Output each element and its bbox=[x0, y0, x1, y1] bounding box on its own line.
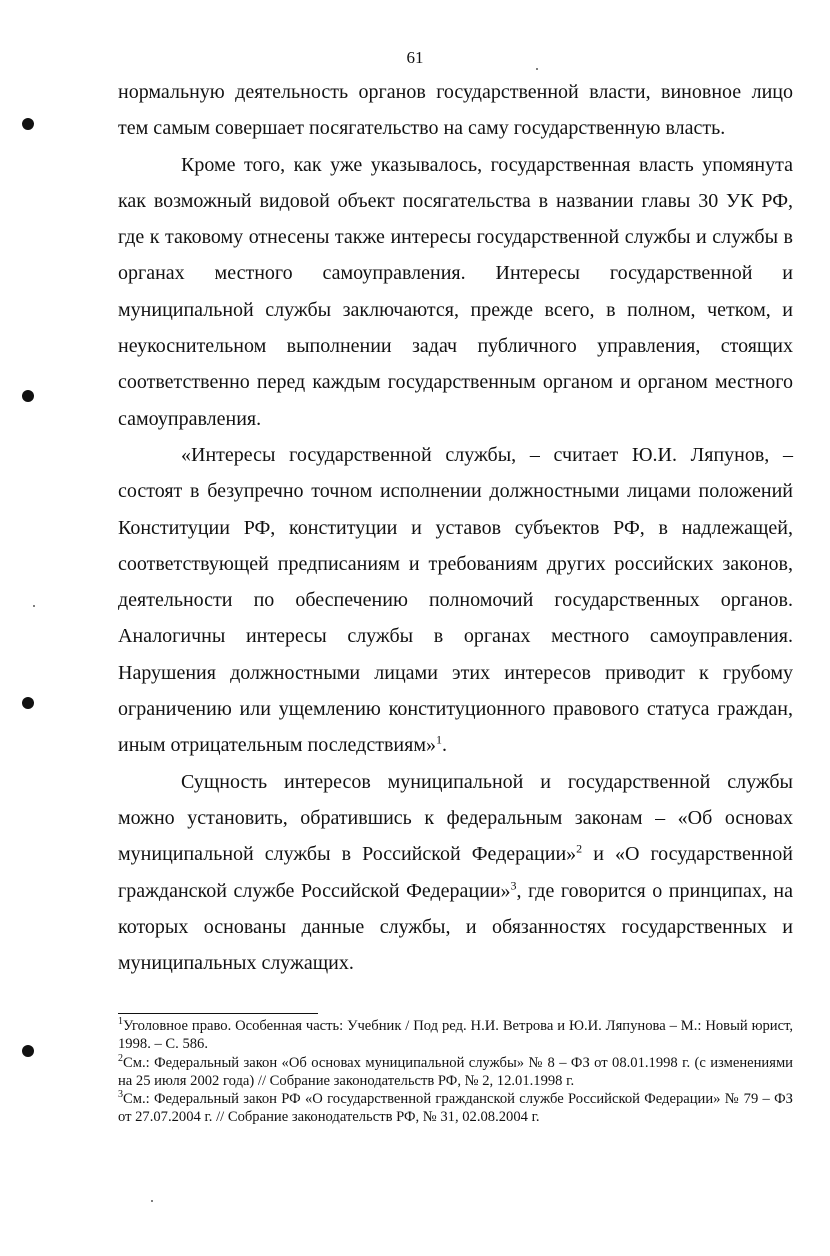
footnote-divider bbox=[118, 1013, 318, 1014]
paragraph-text-end: . bbox=[441, 734, 447, 757]
footnote-ref[interactable]: 1 bbox=[435, 732, 442, 747]
footnote bbox=[118, 1090, 793, 1127]
body-text bbox=[118, 74, 793, 981]
footnote-text: Уголовное право. Особенная часть: Учебник / Под ред. Н.И. Ветрова и Ю.И. Ляпунова – М.: Новый юрист, 1998. – С. 586. bbox=[118, 1018, 793, 1053]
footnote-number: 1 bbox=[118, 1016, 123, 1028]
punch-hole-mark bbox=[22, 1045, 34, 1057]
footnote-number: 3 bbox=[118, 1089, 123, 1101]
punch-hole-mark bbox=[22, 118, 34, 130]
footnote bbox=[118, 1054, 793, 1091]
page-number: 61 bbox=[406, 48, 424, 67]
paragraph bbox=[118, 74, 793, 147]
paragraph-text: Сущность интересов муниципальной и государственной службы можно установить, обратившись к федеральным законам – «Об основах муниципальной службы в Российской Федерации» bbox=[118, 770, 793, 866]
footnote-ref[interactable]: 3 bbox=[510, 877, 517, 892]
punch-hole-mark bbox=[22, 697, 34, 709]
footnote-number: 2 bbox=[118, 1052, 123, 1064]
scan-speck bbox=[151, 1200, 153, 1202]
paragraph-text: и «О государственной гражданской службе Российской Федерации» bbox=[118, 843, 793, 902]
quote-paragraph bbox=[118, 437, 793, 764]
paragraph-text: , где говорится о принципах, на которых основаны данные службы, и обязанностях государственных и муниципальных служащих. bbox=[118, 879, 794, 975]
paragraph bbox=[118, 147, 793, 437]
punch-hole-mark bbox=[22, 390, 34, 402]
scan-speck bbox=[33, 605, 35, 607]
footnote-text: См.: Федеральный закон РФ «О государственной гражданской службе Российской Федерации» № 79 – ФЗ от 27.07.2004 г. // Собрание законодательств РФ, № 31, 02.08.2004 г. bbox=[118, 1091, 793, 1126]
scan-speck bbox=[536, 68, 538, 70]
footnotes bbox=[118, 1017, 793, 1127]
paragraph-text: нормальную деятельность органов государственной власти, виновное лицо тем самым совершает посягательство на саму государственную власть. bbox=[118, 81, 793, 140]
paragraph-text: «Интересы государственной службы, – считает Ю.И. Ляпунов, – состоят в безупречно точном исполнении должностными лицами положений Конституции РФ, конституции и уставов субъектов РФ, в надлежащей, соответствующей предписаниям и требованиям других российских законов, деятельности по обеспечению полномочий государственных органов. Аналогичны интересы службы в органах местного самоуправления. Нарушения должностными лицами этих интересов приводит к грубому ограничению или ущемлению конституционного правового статуса граждан, иным отрицательным последствиям» bbox=[118, 443, 793, 757]
paragraph-text: Кроме того, как уже указывалось, государственная власть упомянута как возможный видовой объект посягательства в названии главы 30 УК РФ, где к таковому отнесены также интересы государственной службы и службы в органах местного самоуправления. Интересы государственной и муниципальной службы заключаются, прежде всего, в полном, четком, и неукоснительном выполнении задач публичного управления, стоящих соответственно перед каждым государственным органом и органом местного самоуправления. bbox=[118, 153, 793, 430]
footnote-ref[interactable]: 2 bbox=[576, 841, 583, 856]
footnote-text: См.: Федеральный закон «Об основах муниципальной службы» № 8 – ФЗ от 08.01.1998 г. (с изменениями на 25 июля 2002 года) // Собрание законодательств РФ, № 2, 12.01.1998 г. bbox=[118, 1054, 793, 1089]
paragraph bbox=[118, 764, 793, 982]
footnote bbox=[118, 1017, 793, 1054]
